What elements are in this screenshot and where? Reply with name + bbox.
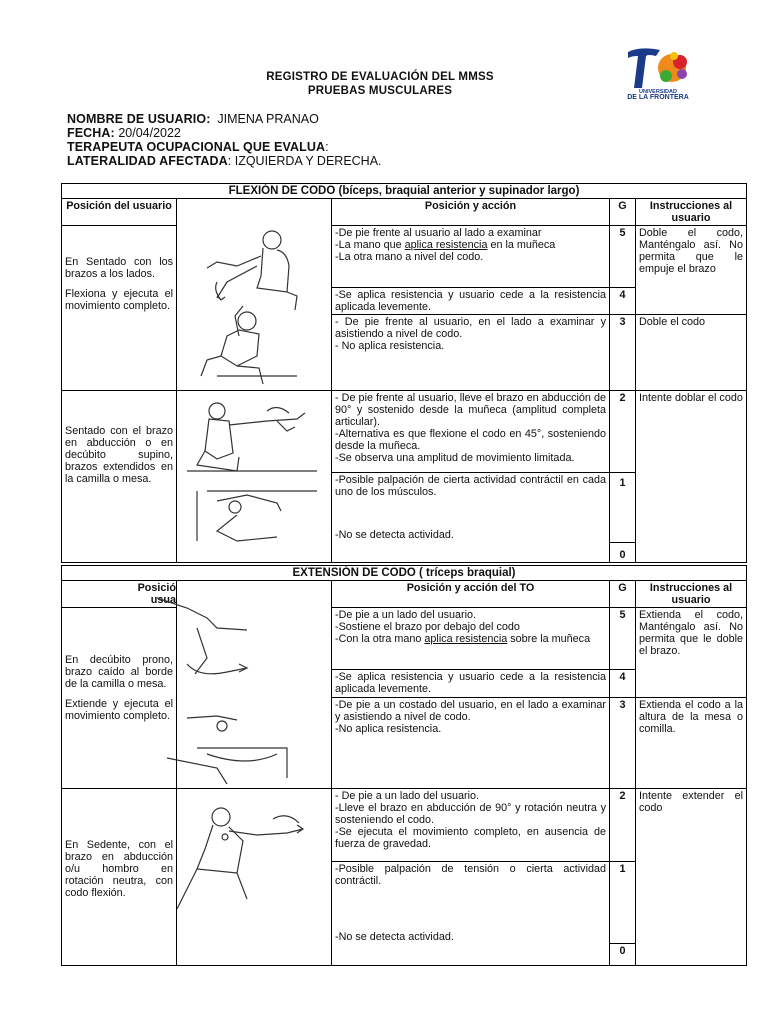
- grade-5: 5: [610, 608, 636, 670]
- extension-table: [61, 565, 747, 966]
- illustration-elbow-extension-prone: [177, 608, 332, 789]
- instruction-grade-2-1: Intente doblar el codo: [636, 391, 747, 563]
- grade-3: 3: [610, 315, 636, 391]
- col-header-accion: Posición y acción: [332, 199, 610, 226]
- instruction-grade-3: Doble el codo: [636, 315, 747, 391]
- illustration-elbow-flexion-sitting: [177, 226, 332, 391]
- document-subtitle: PRUEBAS MUSCULARES: [307, 85, 453, 97]
- lateralidad-field: LATERALIDAD AFECTADA: IZQUIERDA Y DERECHA.: [67, 154, 382, 168]
- col-header-posicion: Posició usua: [62, 581, 177, 608]
- grade-5: 5: [610, 226, 636, 288]
- action-grade-0: -No se detecta actividad.: [335, 529, 454, 541]
- position-cell: En decúbito prono, brazo caído al borde de la camilla o mesa. Extiende y ejecuta el movimiento completo.: [62, 608, 177, 789]
- flexion-table: [61, 183, 747, 563]
- action-grade-3: - De pie frente al usuario, en el lado a examinar y asistiendo a nivel de codo. - No aplica resistencia.: [332, 315, 610, 391]
- action-grade-1: -Posible palpación de tensión o cierta actividad contráctil. -No se detecta actividad.: [332, 861, 610, 944]
- grade-1: 1: [610, 861, 636, 944]
- grade-2: 2: [610, 391, 636, 473]
- illustration-elbow-extension-sitting: [177, 788, 332, 966]
- col-header-instrucciones: Instrucciones al usuario: [636, 581, 747, 608]
- action-grade-5: -De pie frente al usuario al lado a examinar -La mano que aplica resistencia en la muñeca -La otra mano a nivel del codo.: [332, 226, 610, 288]
- grade-0: 0: [610, 542, 636, 562]
- terapeuta-field: TERAPEUTA OCUPACIONAL QUE EVALUA:: [67, 140, 329, 154]
- position-cell: En Sentado con los brazos a los lados. Flexiona y ejecuta el movimiento completo.: [62, 226, 177, 391]
- document-title: REGISTRO DE EVALUACIÓN DEL MMSS: [266, 71, 494, 83]
- grade-2: 2: [610, 788, 636, 861]
- instruction-grade-2-1: Intente extender el codo: [636, 788, 747, 966]
- illustration-elbow-flexion-abduction: [177, 391, 332, 563]
- grade-3: 3: [610, 698, 636, 788]
- instruction-grade-5-4: Extienda el codo, Manténgalo así. No permita que le doble el brazo.: [636, 608, 747, 698]
- position-cell: Sentado con el brazo en abducción o en decúbito supino, brazos extendidos en la camilla o mesa.: [62, 391, 177, 563]
- grade-0: 0: [610, 944, 636, 966]
- action-grade-4: -Se aplica resistencia y usuario cede a la resistencia aplicada levemente.: [332, 288, 610, 315]
- action-grade-5: -De pie a un lado del usuario. -Sostiene el brazo por debajo del codo -Con la otra mano aplica resistencia sobre la muñeca: [332, 608, 610, 670]
- position-cell: En Sedente, con el brazo en abducción o/u hombro en rotación neutra, con codo flexión.: [62, 788, 177, 966]
- col-header-instrucciones: Instrucciones al usuario: [636, 199, 747, 226]
- instruction-grade-5-4: Doble el codo, Manténgalo así. No permita que le empuje el brazo: [636, 226, 747, 315]
- action-grade-1: -Posible palpación de cierta actividad contráctil en cada uno de los músculos. -No se detecta actividad.: [332, 473, 610, 543]
- fecha-value: 20/04/2022: [118, 126, 181, 140]
- action-grade-0: -No se detecta actividad.: [335, 930, 454, 943]
- instruction-grade-3: Extienda el codo a la altura de la mesa o comilla.: [636, 698, 747, 788]
- usuario-value: JIMENA PRANAO: [217, 112, 319, 126]
- action-grade-2: - De pie frente al usuario, lleve el brazo en abducción de 90° y sostenido desde la muñeca (amplitud completa articular). -Alternativa es que flexione el codo en 45°, sosteniendo desde la muñeca. -Se observa una amplitud de movimiento limitada.: [332, 391, 610, 473]
- usuario-field: NOMBRE DE USUARIO: JIMENA PRANAO: [67, 112, 319, 126]
- col-header-g: G: [610, 581, 636, 608]
- action-grade-3: -De pie a un costado del usuario, en el lado a examinar y asistiendo a nivel de codo. -No aplica resistencia.: [332, 698, 610, 788]
- lateralidad-value: : IZQUIERDA Y DERECHA.: [227, 154, 382, 168]
- action-grade-4: -Se aplica resistencia y usuario cede a la resistencia aplicada levemente.: [332, 670, 610, 698]
- col-header-g: G: [610, 199, 636, 226]
- grade-4: 4: [610, 670, 636, 698]
- grade-1: 1: [610, 473, 636, 543]
- fecha-field: FECHA: 20/04/2022: [67, 126, 181, 140]
- col-header-posicion: Posición del usuario: [62, 199, 177, 226]
- action-grade-2: - De pie a un lado del usuario. -Lleve el brazo en abducción de 90° y rotación neutra y sosteniendo el codo. -Se ejecuta el movimiento completo, en ausencia de fuerza de gravedad.: [332, 788, 610, 861]
- grade-4: 4: [610, 288, 636, 315]
- col-header-accion: Posición y acción del TO: [332, 581, 610, 608]
- table-caption: FLEXIÓN DE CODO (bíceps, braquial anterior y supinador largo): [62, 184, 747, 199]
- logo-text: UNIVERSIDAD DE LA FRONTERA: [627, 89, 689, 101]
- table-caption: EXTENSIÓN DE CODO ( tríceps braquial): [62, 566, 747, 581]
